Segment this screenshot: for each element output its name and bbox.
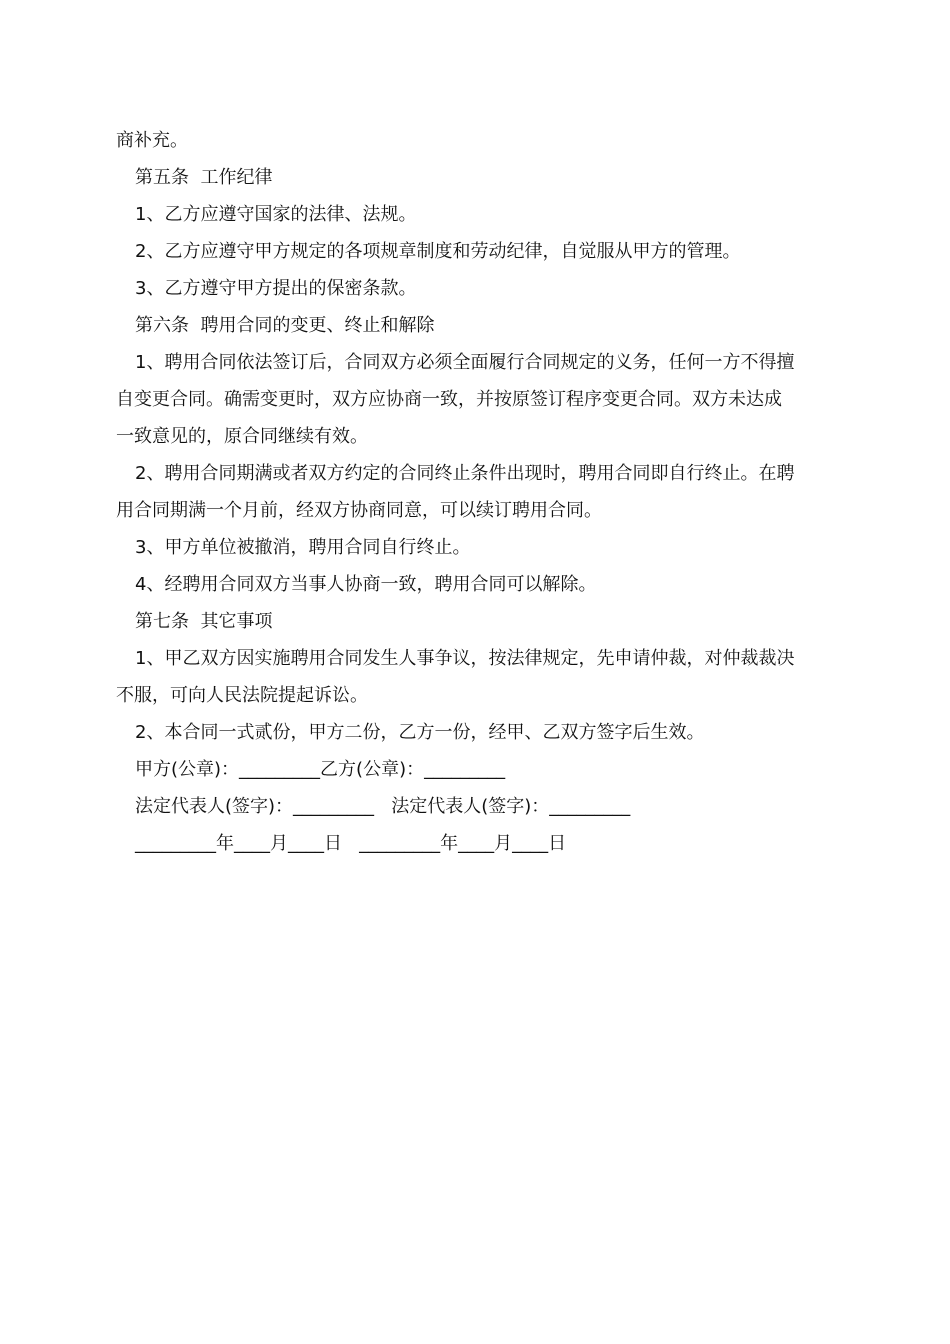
paragraph-line: 1、甲乙双方因实施聘用合同发生人事争议，按法律规定，先申请仲裁，对仲裁裁决	[135, 648, 795, 669]
contract-text	[116, 122, 838, 862]
section-heading-article-7: 第七条 其它事项	[135, 611, 273, 632]
paragraph-line: 3、乙方遵守甲方提出的保密条款。	[135, 278, 417, 299]
section-heading-article-5: 第五条 工作纪律	[135, 167, 273, 188]
paragraph-line: 不服，可向人民法院提起诉讼。	[116, 685, 368, 706]
paragraph-line: 自变更合同。确需变更时，双方应协商一致，并按原签订程序变更合同。双方未达成	[116, 389, 782, 410]
paragraph-line: 4、经聘用合同双方当事人协商一致，聘用合同可以解除。	[135, 574, 597, 595]
paragraph-line: 一致意见的，原合同继续有效。	[116, 426, 368, 447]
paragraph-line: 1、聘用合同依法签订后，合同双方必须全面履行合同规定的义务，任何一方不得擅	[135, 352, 795, 373]
paragraph-line: 3、甲方单位被撤消，聘用合同自行终止。	[135, 537, 471, 558]
section-heading-article-6: 第六条 聘用合同的变更、终止和解除	[135, 315, 435, 336]
paragraph-line: 2、本合同一式贰份，甲方二份，乙方一份，经甲、乙双方签字后生效。	[135, 722, 705, 743]
paragraph-line: 商补充。	[116, 130, 188, 151]
seal-line: 甲方(公章)：_________乙方(公章)：_________	[135, 759, 506, 780]
paragraph-line: 1、乙方应遵守国家的法律、法规。	[135, 204, 417, 225]
paragraph-line: 用合同期满一个月前，经双方协商同意，可以续订聘用合同。	[116, 500, 602, 521]
paragraph-line: 2、聘用合同期满或者双方约定的合同终止条件出现时，聘用合同即自行终止。在聘	[135, 463, 795, 484]
paragraph-line: 2、乙方应遵守甲方规定的各项规章制度和劳动纪律，自觉服从甲方的管理。	[135, 241, 741, 262]
date-line: _________年____月____日 _________年____月____日	[135, 833, 567, 854]
signature-line: 法定代表人(签字)：_________ 法定代表人(签字)：_________	[135, 796, 631, 817]
